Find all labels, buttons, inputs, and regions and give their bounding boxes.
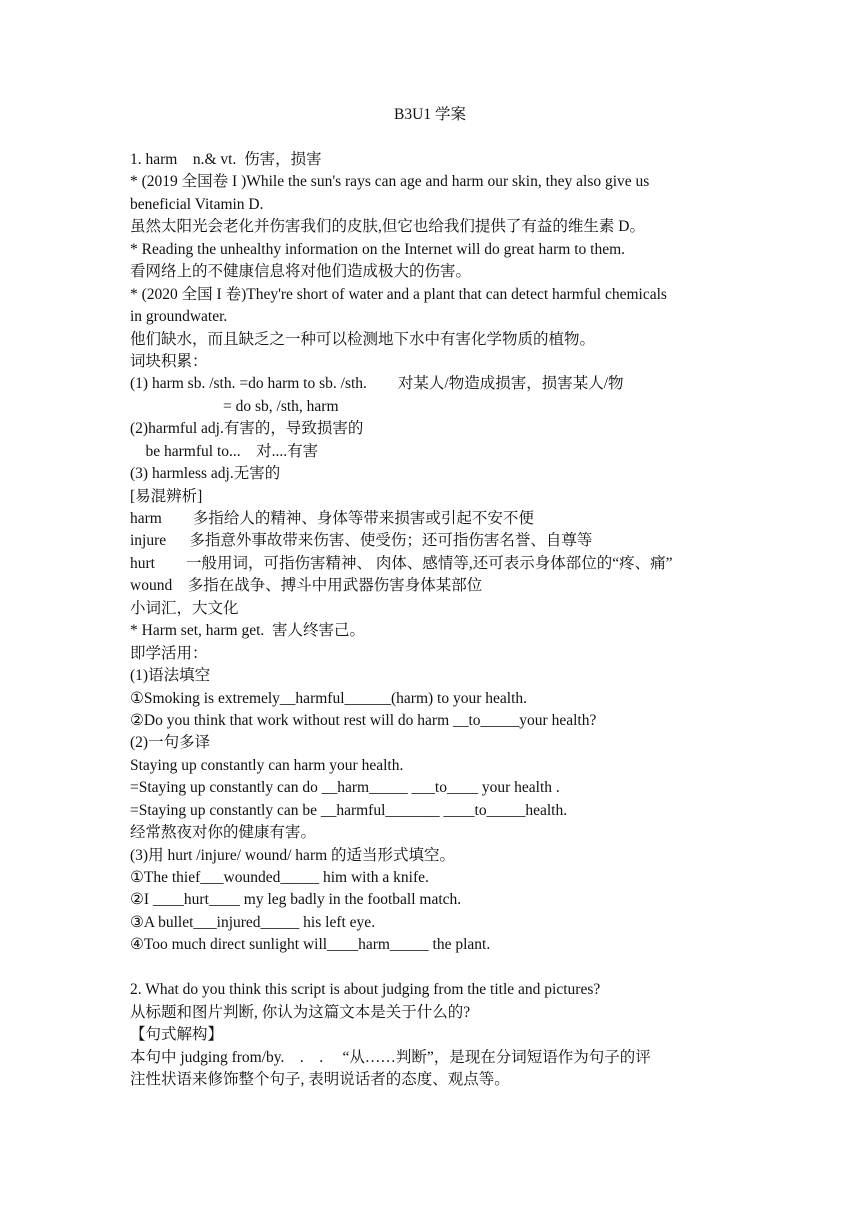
example-2: * Reading the unhealthy information on the Internet will do great harm to them. <box>130 240 626 258</box>
practice-3-heading: (3)用 hurt /injure/ wound/ harm 的适当形式填空。 <box>130 846 456 864</box>
analysis-line-2: 注性状语来修饰整个句子, 表明说话者的态度、观点等。 <box>130 1070 510 1088</box>
analysis-heading: 【句式解构】 <box>130 1026 224 1044</box>
example-1-line-1: * (2019 全国卷 I )While the sun's rays can age and harm our skin, they also give us <box>130 173 650 191</box>
practice-3-question-1: ①The thief___wounded_____ him with a knife. <box>130 869 429 886</box>
section-1-heading: 1. harm n.& vt. 伤害，损害 <box>130 151 322 168</box>
practice-1-question-1: ①Smoking is extremely__harmful______(harm) to your health. <box>130 689 528 707</box>
practice-3-question-2: ②I ____hurt____ my leg badly in the football match. <box>130 891 462 909</box>
page-title: B3U1 学案 <box>394 106 466 123</box>
culture-heading: 小词汇，大文化 <box>130 599 239 617</box>
practice-2-heading: (2)一句多译 <box>130 734 211 752</box>
practice-3-question-3: ③A bullet___injured_____ his left eye. <box>130 913 376 931</box>
example-3-line-1: * (2020 全国 I 卷)They're short of water and a plant that can detect harmful chemicals <box>130 285 667 303</box>
chunk-2-phrase: be harmful to... 对....有害 <box>130 442 319 460</box>
practice-heading: 即学活用： <box>130 644 208 662</box>
distinguish-harm: harm 多指给人的精神、身体等带来损害或引起不安不便 <box>130 510 534 527</box>
example-3-translation: 他们缺水，而且缺乏之一种可以检测地下水中有害化学物质的植物。 <box>130 330 596 348</box>
example-1-translation: 虽然太阳光会老化并伤害我们的皮肤,但它也给我们提供了有益的维生素 D。 <box>130 218 645 236</box>
section-2-question-translation: 从标题和图片判断, 你认为这篇文本是关于什么的? <box>130 1003 471 1021</box>
chunk-3: (3) harmless adj.无害的 <box>130 465 281 483</box>
practice-1-heading: (1)语法填空 <box>130 667 211 685</box>
distinguish-hurt: hurt 一般用词，可指伤害精神、 肉体、感情等,还可表示身体部位的“疼、痛” <box>130 554 673 572</box>
culture-proverb: * Harm set, harm get. 害人终害己。 <box>130 622 366 640</box>
analysis-line-1: 本句中 judging from/by. . . “从……判断”，是现在分词短语作为句子的评 <box>130 1048 651 1066</box>
spacer <box>130 957 734 979</box>
example-2-translation: 看网络上的不健康信息将对他们造成极大的伤害。 <box>130 263 472 281</box>
distinguish-wound: wound 多指在战争、搏斗中用武器伤害身体某部位 <box>130 577 483 595</box>
document-body <box>130 149 734 1091</box>
chunk-2: (2)harmful adj.有害的，导致损害的 <box>130 420 364 438</box>
distinguish-injure: injure 多指意外事故带来伤害、使受伤；还可指伤害名誉、自尊等 <box>130 532 593 550</box>
example-1-line-2: beneficial Vitamin D. <box>130 195 264 213</box>
practice-3-question-4: ④Too much direct sunlight will____harm_____ the plant. <box>130 936 491 954</box>
practice-2-sentence: Staying up constantly can harm your health. <box>130 756 404 774</box>
distinguish-heading: [易混辨析] <box>130 487 203 505</box>
practice-2-variant-b: =Staying up constantly can be __harmful_______ ____to_____health. <box>130 801 568 819</box>
practice-1-question-2: ②Do you think that work without rest will do harm __to_____your health? <box>130 711 597 729</box>
chunks-heading: 词块积累： <box>130 352 208 370</box>
example-3-line-2: in groundwater. <box>130 308 228 326</box>
chunk-1-alt: = do sb, /sth, harm <box>130 397 339 415</box>
practice-2-variant-a: =Staying up constantly can do __harm_____ ___to____ your health . <box>130 779 560 797</box>
practice-2-translation: 经常熬夜对你的健康有害。 <box>130 824 317 842</box>
chunk-1: (1) harm sb. /sth. =do harm to sb. /sth. 对某人/物造成损害，损害某人/物 <box>130 375 624 393</box>
section-2-question: 2. What do you think this script is about judging from the title and pictures? <box>130 981 601 999</box>
